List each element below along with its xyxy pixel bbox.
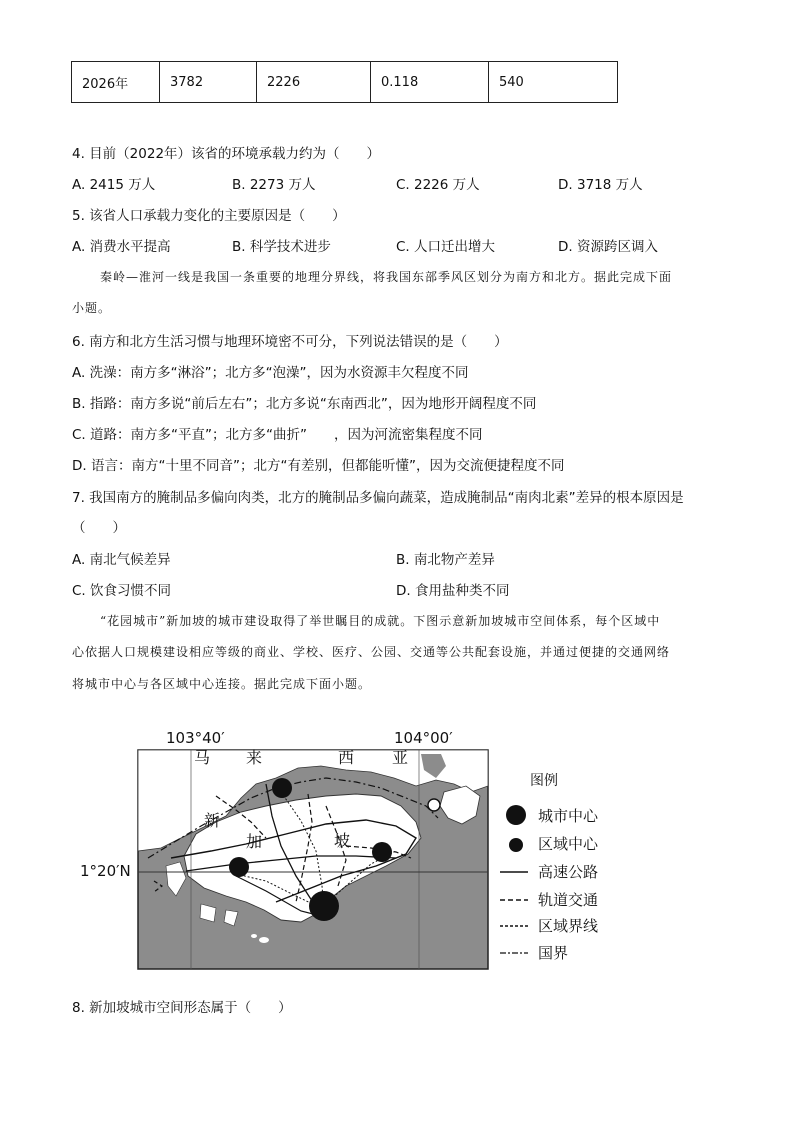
legend-city-center: 城市中心 xyxy=(538,807,599,825)
q4-option-b: B. 2273 万人 xyxy=(232,177,316,193)
label-malaysia-1: 马 xyxy=(194,748,211,767)
q4-option-c: C. 2226 万人 xyxy=(396,177,480,193)
table-row xyxy=(72,62,618,103)
city-center xyxy=(309,891,339,921)
legend-border: 国界 xyxy=(538,944,569,962)
data-table xyxy=(71,61,618,103)
longitude-label-left: 103°40′ xyxy=(166,729,225,747)
longitude-label-right: 104°00′ xyxy=(394,729,453,747)
q6-option-c: C. 道路：南方多“平直”；北方多“曲折” ，因为河流密集程度不同 xyxy=(72,427,483,443)
legend-boundary: 区域界线 xyxy=(538,917,599,935)
legend-region-center-symbol xyxy=(509,838,523,852)
q5-option-c: C. 人口迁出增大 xyxy=(396,239,496,255)
question-5-stem: 5. 该省人口承载力变化的主要原因是（ ） xyxy=(72,208,346,224)
region-center-north xyxy=(272,778,292,798)
passage-1-line-2: 小题。 xyxy=(72,301,112,315)
legend-region-center: 区域中心 xyxy=(538,835,599,853)
q5-option-d: D. 资源跨区调入 xyxy=(558,239,658,255)
label-singapore-1: 新 xyxy=(204,811,221,830)
q6-option-b: B. 指路：南方多说“前后左右”；北方多说“东南西北”，因为地形开阔程度不同 xyxy=(72,396,537,412)
legend-rail: 轨道交通 xyxy=(538,891,599,909)
islet xyxy=(251,934,257,938)
region-center-east xyxy=(372,842,392,862)
q7-option-c: C. 饮食习惯不同 xyxy=(72,583,172,599)
islet xyxy=(259,937,269,943)
region-center-west xyxy=(229,857,249,877)
question-6-stem: 6. 南方和北方生活习惯与地理环境密不可分，下列说法错误的是（ ） xyxy=(72,334,508,350)
q5-option-b: B. 科学技术进步 xyxy=(232,239,331,255)
table-cell: 540 xyxy=(489,62,618,103)
singapore-map-figure xyxy=(76,726,616,976)
q4-option-d: D. 3718 万人 xyxy=(558,177,643,193)
passage-2-line-3: 将城市中心与各区域中心连接。据此完成下面小题。 xyxy=(72,677,372,691)
question-8-stem: 8. 新加坡城市空间形态属于（ ） xyxy=(72,1000,292,1016)
table-cell: 2226 xyxy=(257,62,371,103)
q7-option-b: B. 南北物产差异 xyxy=(396,552,495,568)
q6-option-d: D. 语言：南方“十里不同音”；北方“有差别，但都能听懂”，因为交流便捷程度不同 xyxy=(72,458,565,474)
passage-2-line-1: “花园城市”新加坡的城市建设取得了举世瞩目的成就。下图示意新加坡城市空间体系，每个区域中 xyxy=(100,614,661,628)
label-malaysia-4: 亚 xyxy=(392,748,409,767)
label-singapore-2: 加 xyxy=(246,832,263,851)
table-cell: 0.118 xyxy=(371,62,489,103)
question-7-stem-bracket: （ ） xyxy=(72,520,126,536)
passage-1-line-1: 秦岭—淮河一线是我国一条重要的地理分界线，将我国东部季风区划分为南方和北方。据此完成下面 xyxy=(100,270,673,284)
latitude-label: 1°20′N xyxy=(80,862,131,880)
q7-option-a: A. 南北气候差异 xyxy=(72,552,171,568)
q6-option-a: A. 洗澡：南方多“淋浴”；北方多“泡澡”，因为水资源丰欠程度不同 xyxy=(72,365,469,381)
table-cell: 3782 xyxy=(160,62,257,103)
label-malaysia-3: 西 xyxy=(338,748,355,767)
legend-title: 图例 xyxy=(530,773,558,789)
legend-city-center-symbol xyxy=(506,805,526,825)
q4-option-a: A. 2415 万人 xyxy=(72,177,156,193)
question-4-stem: 4. 目前（2022年）该省的环境承载力约为（ ） xyxy=(72,146,381,162)
q5-option-a: A. 消费水平提高 xyxy=(72,239,171,255)
label-singapore-3: 坡 xyxy=(334,831,351,850)
question-7-stem: 7. 我国南方的腌制品多偏向肉类，北方的腌制品多偏向蔬菜，造成腌制品“南肉北素”差异的根本原因是 xyxy=(72,490,684,506)
legend-expressway: 高速公路 xyxy=(538,863,599,881)
label-malaysia-2: 来 xyxy=(246,748,263,767)
passage-2-line-2: 心依据人口规模建设相应等级的商业、学校、医疗、公园、交通等公共配套设施，并通过便捷的交通网络 xyxy=(72,645,671,659)
q7-option-d: D. 食用盐种类不同 xyxy=(396,583,510,599)
table-cell-year: 2026年 xyxy=(72,62,160,103)
